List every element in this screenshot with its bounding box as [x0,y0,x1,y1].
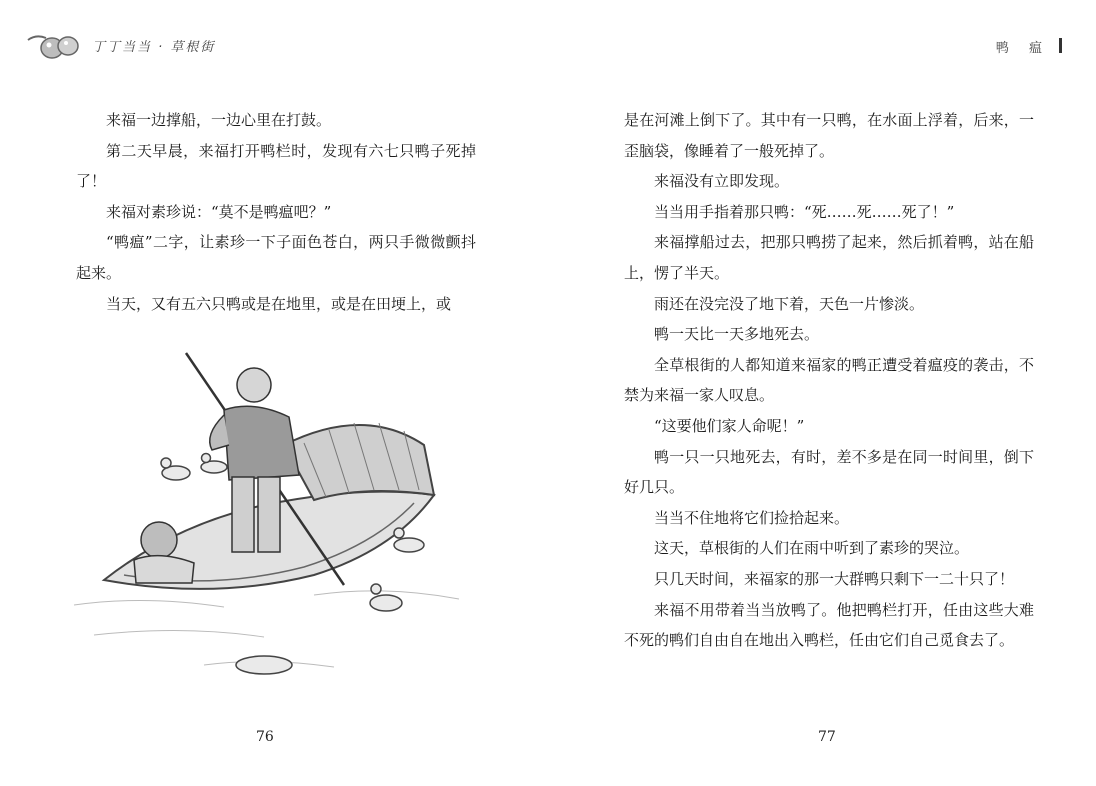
paragraph: 当当不住地将它们捡拾起来。 [654,508,850,527]
paragraph: 鸭一只一只地死去，有时，差不多是在同一时间里，倒下好几只。 [624,447,1034,497]
series-title: 丁丁当当 · 草根街 [92,40,216,55]
chapter-marker [1059,38,1062,53]
paragraph: “这要他们家人命呢！” [654,416,805,435]
boat-illustration [64,345,474,685]
paragraph: 来福一边撑船，一边心里在打鼓。 [106,111,332,129]
paragraph: 这天，草根街的人们在雨中听到了素珍的哭泣。 [654,539,970,558]
chapter-title: 鸭 瘟 [995,41,1050,56]
paragraph: 当天，又有五六只鸭或是在地里，或是在田埂上，或 [106,294,452,313]
gourd-logo-icon [26,30,86,64]
paragraph: 第二天早晨，来福打开鸭栏时，发现有六七只鸭子死掉了！ [76,141,476,191]
paragraph: 是在河滩上倒下了。其中有一只鸭，在水面上浮着，后来，一歪脑袋，像睡着了一般死掉了。 [624,111,1034,160]
paragraph: 全草根街的人都知道来福家的鸭正遭受着瘟疫的袭击，不禁为来福一家人叹息。 [624,355,1034,405]
paragraph: 来福没有立即发现。 [654,172,790,191]
paragraph: 来福撑船过去，把那只鸭捞了起来，然后抓着鸭，站在船上，愣了半天。 [624,233,1034,282]
paragraph: “鸭瘟”二字，让素珍一下子面色苍白，两只手微微颤抖起来。 [76,233,476,282]
paragraph: 鸭一天比一天多地死去。 [654,325,820,344]
right-text-block [624,105,1034,656]
paragraph: 雨还在没完没了地下着，天色一片惨淡。 [654,294,925,313]
paragraph: 来福对素珍说：“莫不是鸭瘟吧？” [106,202,332,221]
paragraph: 来福不用带着当当放鸭了。他把鸭栏打开，任由这些大难不死的鸭们自由自在地出入鸭栏，任由它们自己觅食去了。 [624,600,1034,650]
page-number: 76 [256,729,274,745]
page-number: 77 [818,729,836,745]
left-text-block [76,105,476,319]
paragraph: 只几天时间，来福家的那一大群鸭只剩下一二十只了！ [654,569,1015,588]
paragraph: 当当用手指着那只鸭：“死……死……死了！” [654,202,955,221]
